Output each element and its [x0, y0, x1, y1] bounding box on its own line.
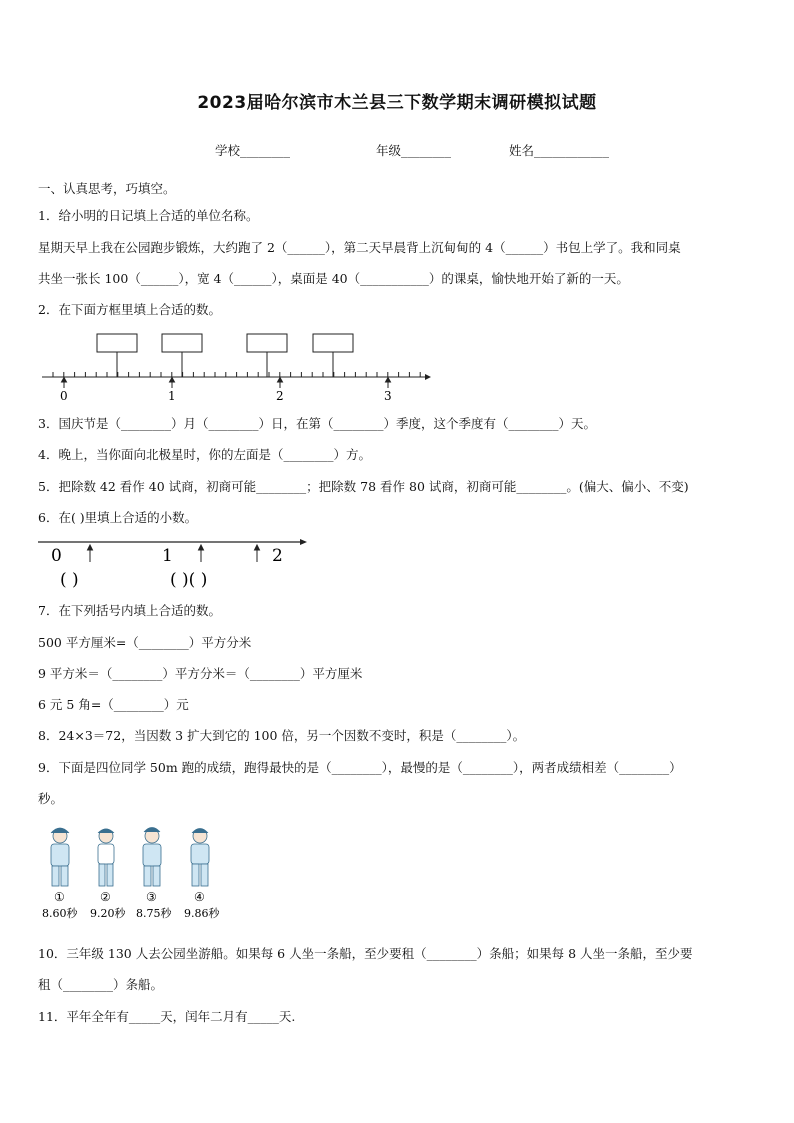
q6-label-2: 2 — [272, 546, 283, 566]
answer-box-2[interactable] — [162, 334, 202, 352]
q2-number-line — [40, 330, 440, 403]
q3: 3．国庆节是（________）月（________）日，在第（________）季度，这个季度有（________）天。 — [38, 416, 596, 431]
q6-bracket-1: ( ) — [60, 570, 79, 590]
student-4-num: ④ — [194, 890, 205, 904]
section-heading: 一、认真思考，巧填空。 — [38, 181, 176, 196]
tick-label-1: 1 — [168, 389, 176, 403]
q6-bracket-2-3: ( )( ) — [170, 570, 208, 590]
tick-label-3: 3 — [384, 389, 392, 403]
q10-line1: 10．三年级 130 人去公园坐游船。如果每 6 人坐一条船，至少要租（________）条船；如果每 8 人坐一条船，至少要 — [38, 946, 693, 961]
q4: 4．晚上，当你面向北极星时，你的左面是（________）方。 — [38, 447, 371, 462]
q7-line3: 6 元 5 角=（________）元 — [38, 697, 189, 712]
q2-stem: 2．在下面方框里填上合适的数。 — [38, 302, 221, 317]
q1-line2: 共坐一张长 100（______），宽 4（______），桌面是 40（___________）的课桌，愉快地开始了新的一天。 — [38, 271, 629, 286]
q6-number-line — [38, 532, 318, 592]
tick-label-2: 2 — [276, 389, 284, 403]
student-4-time: 9.86秒 — [184, 907, 220, 920]
q11: 11．平年全年有_____天，闰年二月有_____天. — [38, 1009, 296, 1024]
q7-line1: 500 平方厘米=（________）平方分米 — [38, 635, 252, 650]
answer-box-1[interactable] — [97, 334, 137, 352]
student-3-time: 8.75秒 — [136, 907, 172, 920]
name-field[interactable]: 姓名____________ — [509, 143, 610, 158]
q9-line2: 秒。 — [38, 791, 64, 806]
answer-box-3[interactable] — [247, 334, 287, 352]
q9-line1: 9．下面是四位同学 50m 跑的成绩，跑得最快的是（________），最慢的是（________），两者成绩相差（________） — [38, 760, 682, 775]
student-3-num: ③ — [146, 890, 157, 904]
student-3-figure — [143, 828, 161, 887]
tick-label-0: 0 — [60, 389, 68, 403]
student-2-num: ② — [100, 890, 111, 904]
student-4-figure — [191, 829, 209, 887]
grade-field[interactable]: 年级________ — [376, 143, 452, 158]
q6-stem: 6．在( )里填上合适的小数。 — [38, 510, 198, 525]
student-2-time: 9.20秒 — [90, 907, 126, 920]
page-title: 2023届哈尔滨市木兰县三下数学期末调研模拟试题 — [197, 93, 597, 113]
student-1-figure — [51, 828, 69, 886]
q7-stem: 7．在下列括号内填上合适的数。 — [38, 603, 221, 618]
answer-box-4[interactable] — [313, 334, 353, 352]
q1-line1: 星期天早上我在公园跑步锻炼，大约跑了 2（______），第二天早晨背上沉甸甸的 4（______）书包上学了。我和同桌 — [38, 240, 681, 255]
school-field[interactable]: 学校________ — [215, 143, 291, 158]
q7-line2: 9 平方米＝（________）平方分米＝（________）平方厘米 — [38, 666, 363, 681]
student-2-figure — [98, 829, 114, 886]
q6-label-0: 0 — [51, 546, 62, 566]
q10-line2: 租（________）条船。 — [38, 977, 164, 992]
student-1-num: ① — [54, 890, 65, 904]
q9-students-figure — [38, 823, 248, 923]
q1-stem: 1．给小明的日记填上合适的单位名称。 — [38, 208, 259, 223]
q5: 5．把除数 42 看作 40 试商，初商可能________；把除数 78 看作 80 试商，初商可能________。(偏大、偏小、不变) — [38, 479, 689, 494]
student-1-time: 8.60秒 — [42, 907, 78, 920]
q6-label-1: 1 — [162, 546, 173, 566]
q8: 8．24×3＝72，当因数 3 扩大到它的 100 倍，另一个因数不变时，积是（________）。 — [38, 728, 526, 743]
